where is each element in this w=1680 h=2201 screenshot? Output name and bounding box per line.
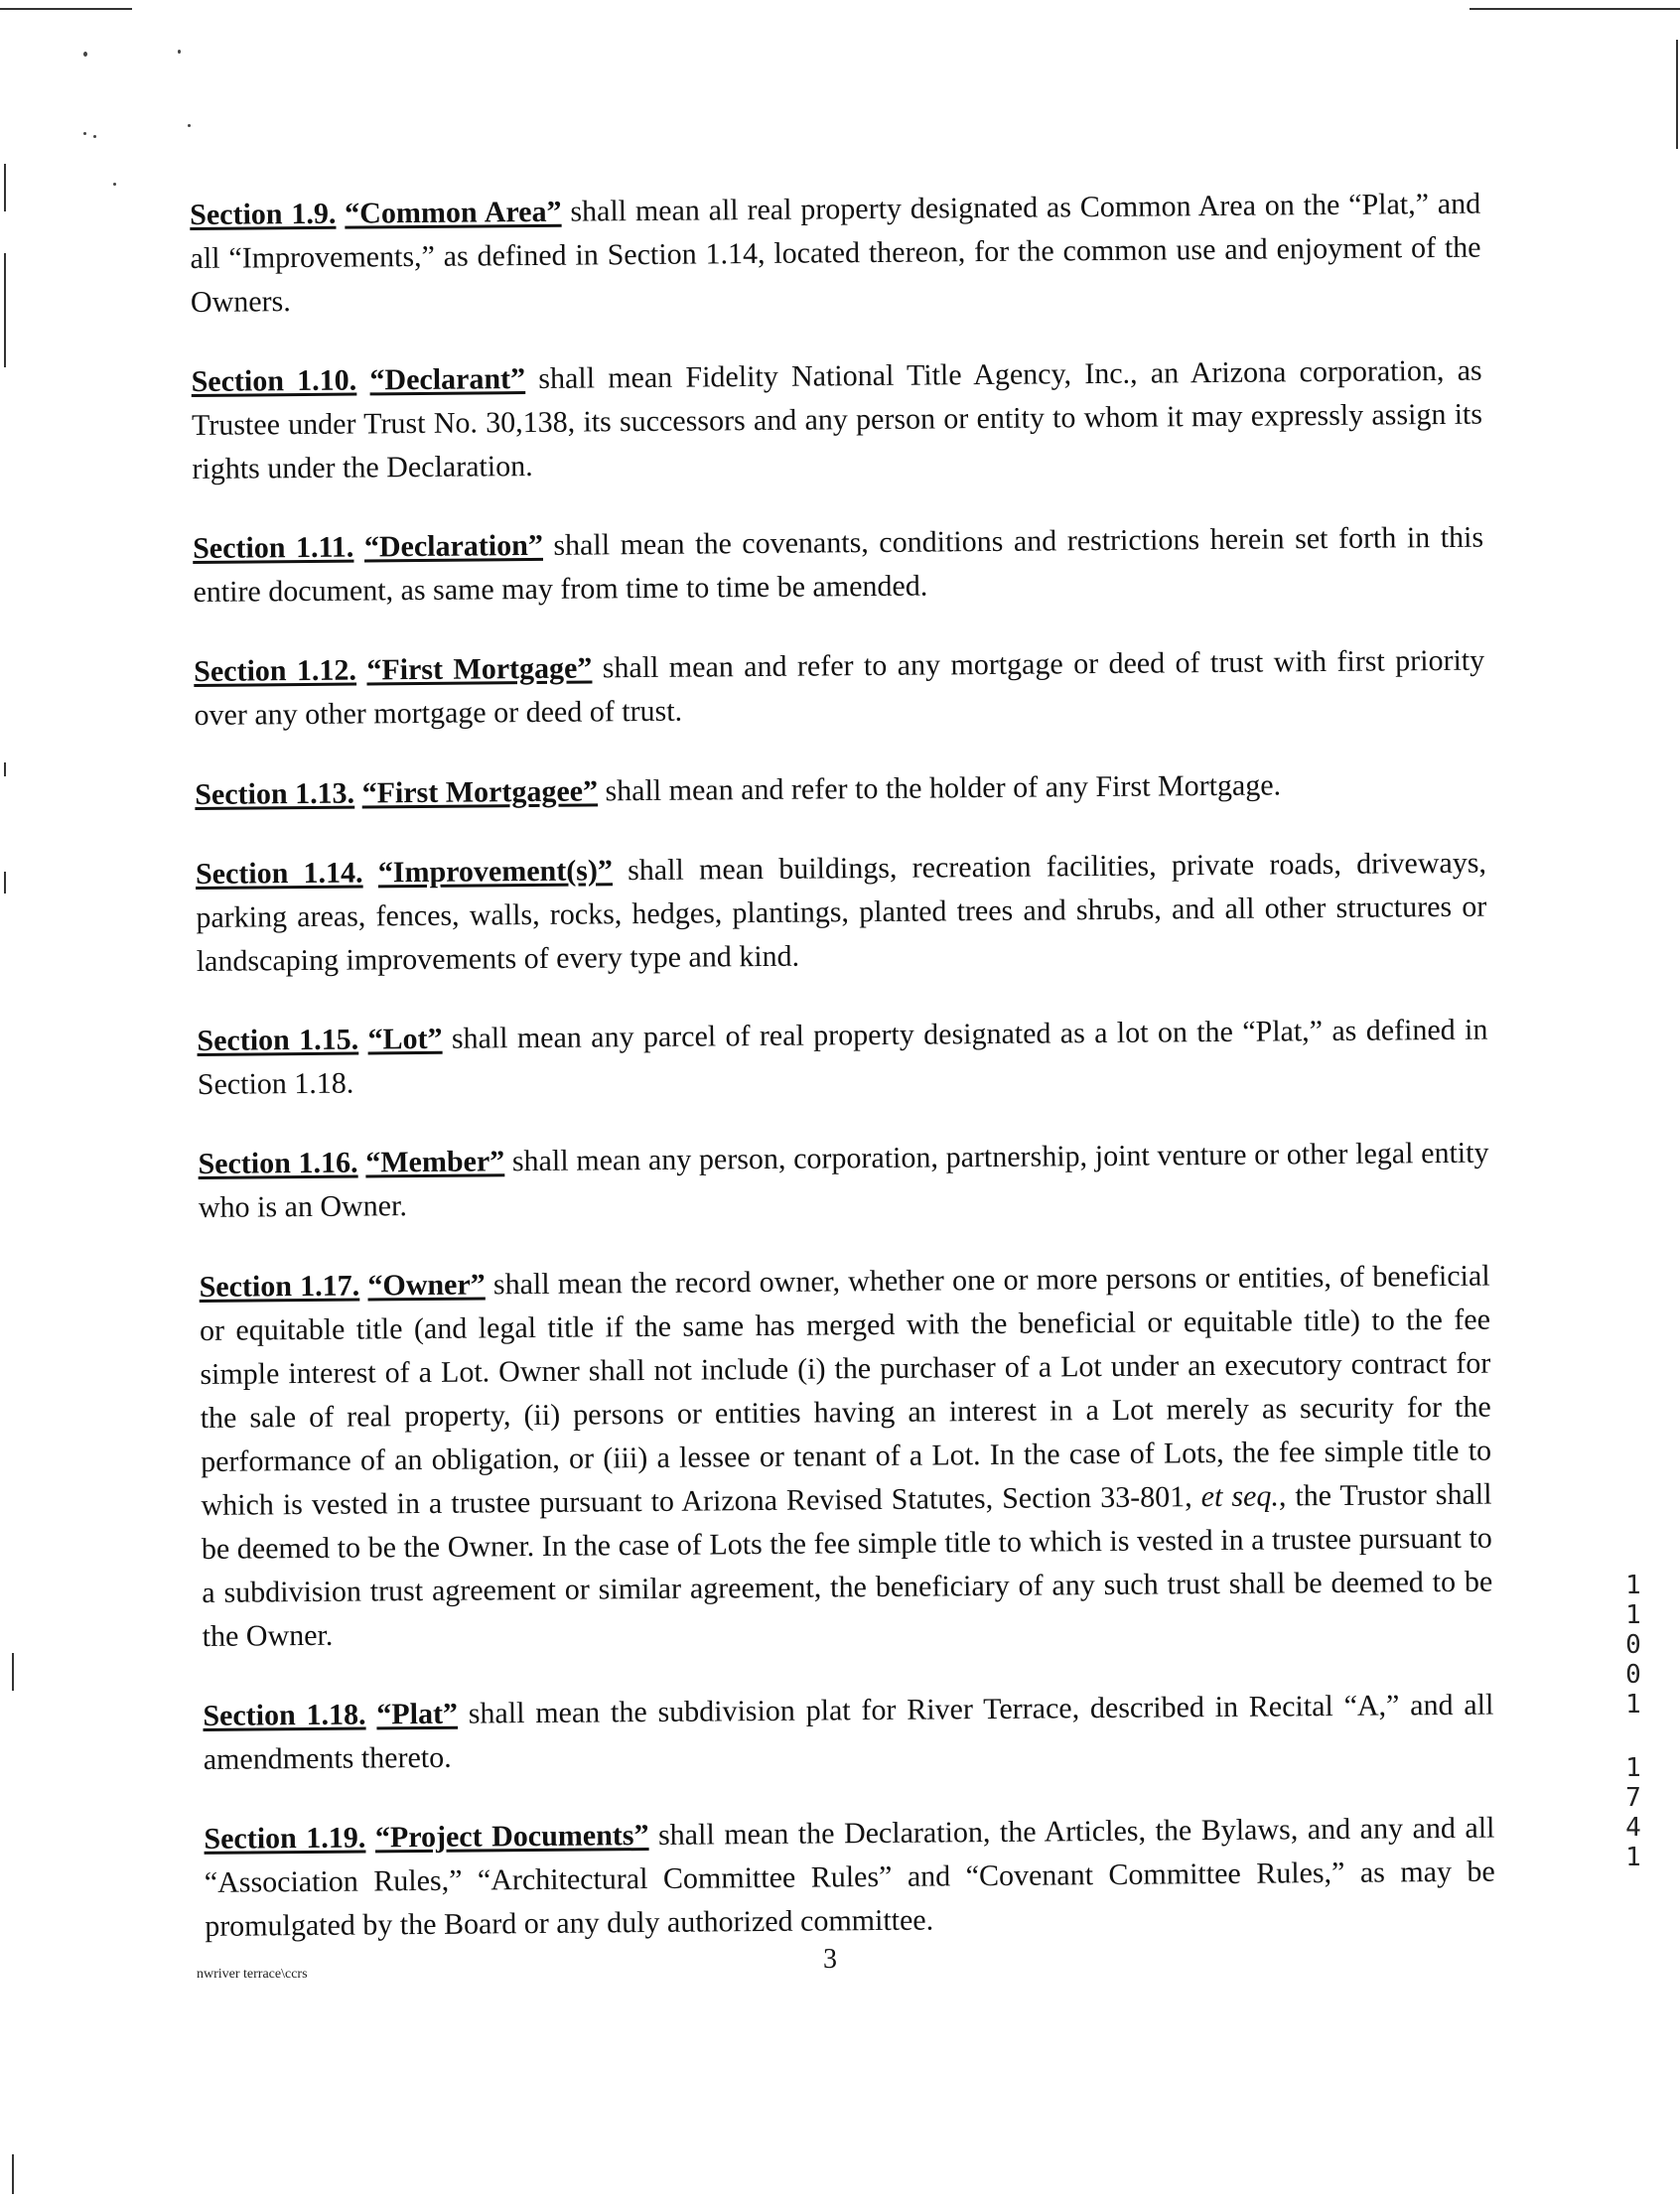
defined-term: “First Mortgage” bbox=[366, 651, 593, 687]
scan-edge-left-1 bbox=[4, 164, 6, 211]
scan-edge-top-right bbox=[1470, 8, 1680, 10]
section-label: Section 1.9. bbox=[190, 197, 337, 231]
section-label: Section 1.13. bbox=[195, 776, 355, 811]
scan-edge-left-6 bbox=[12, 2154, 14, 2194]
defined-term: “Member” bbox=[365, 1145, 505, 1179]
document-body bbox=[190, 183, 1496, 1985]
section-1-9 bbox=[190, 183, 1481, 325]
stamp-digit: 1 bbox=[1625, 1753, 1641, 1783]
stamp-digit: 1 bbox=[1625, 1600, 1641, 1630]
section-text: shall mean any parcel of real property designated as a lot on the “Plat,” as defined in Section 1.18. bbox=[197, 1013, 1488, 1101]
defined-term: “Lot” bbox=[367, 1022, 443, 1056]
scan-edge-right bbox=[1676, 40, 1678, 149]
section-1-15 bbox=[197, 1009, 1488, 1107]
section-text: shall mean Fidelity National Title Agency, Inc., an Arizona corporation, as Trustee under Trust No. 30,138, its successors and any person or entity to whom it may expressly assign its rights under the Declaration. bbox=[191, 353, 1483, 485]
stamp-digit: 1 bbox=[1625, 1843, 1641, 1872]
stamp-digit: 0 bbox=[1625, 1630, 1641, 1660]
section-text: shall mean all real property designated as Common Area on the “Plat,” and all “Improvements,” as defined in Section 1.14, located thereon, for the common use and enjoyment of the Owners. bbox=[190, 187, 1481, 319]
section-text: shall mean the subdivision plat for River Terrace, described in Recital “A,” and all amendments thereto. bbox=[203, 1688, 1494, 1776]
section-1-12 bbox=[194, 639, 1485, 738]
section-label: Section 1.15. bbox=[197, 1023, 359, 1057]
section-text: shall mean and refer to the holder of any First Mortgage. bbox=[597, 768, 1282, 808]
defined-term: “First Mortgagee” bbox=[361, 774, 599, 810]
stamp-digit: 0 bbox=[1625, 1660, 1641, 1690]
italic-latin-term: et seq. bbox=[1200, 1479, 1280, 1514]
recording-number-stamp bbox=[1618, 1571, 1648, 1872]
section-label: Section 1.14. bbox=[195, 856, 363, 891]
scan-speck bbox=[113, 183, 116, 186]
section-1-16 bbox=[198, 1132, 1489, 1230]
stamp-digit: 1 bbox=[1625, 1690, 1641, 1720]
scan-edge-left-5 bbox=[12, 1653, 14, 1691]
section-text: shall mean the record owner, whether one or more persons or entities, of beneficial or equitable title (and legal title if the same has merged with the beneficial or equitable title) to the fee simple interest of a Lot. Owner shall not include (i) the purchaser of a Lot under an executory contract for the sale of real property, (ii) persons or entities having an interest in a Lot merely as security for the performance of an obligation, or (iii) a lessee or tenant of a Lot. In the case of Lots, the fee simple title to which is vested in a trustee pursuant to Arizona Revised Statutes, Section 33-801, bbox=[199, 1259, 1492, 1522]
defined-term: “Declarant” bbox=[369, 362, 526, 397]
section-label: Section 1.11. bbox=[192, 530, 354, 565]
section-text: , the Trustor shall be deemed to be the Owner. In the case of Lots the fee simple title to which is vested in a trustee pursuant to a subdivision trust agreement or similar agreement, the beneficiary of any such trust shall be deemed to be the Owner. bbox=[201, 1477, 1493, 1653]
section-label: Section 1.18. bbox=[203, 1698, 366, 1732]
scan-edge-left-3 bbox=[4, 762, 6, 776]
scan-speck bbox=[93, 135, 96, 138]
scan-edge-top-left bbox=[0, 8, 132, 10]
section-label: Section 1.12. bbox=[194, 653, 357, 688]
stamp-digit: 4 bbox=[1625, 1813, 1641, 1843]
defined-term: “Project Documents” bbox=[374, 1819, 649, 1855]
section-1-13 bbox=[195, 762, 1485, 817]
section-1-18 bbox=[203, 1684, 1494, 1782]
defined-term: “Declaration” bbox=[363, 528, 544, 564]
scan-edge-left-2 bbox=[4, 253, 6, 367]
defined-term: “Owner” bbox=[367, 1268, 486, 1303]
section-text: shall mean the Declaration, the Articles, the Bylaws, and any and all “Association Rules,” “Architectural Committee Rules” and “Covenant Committee Rules,” as may be promulgated by the Board or any duly authorized committee. bbox=[204, 1811, 1495, 1943]
stamp-digit: 1 bbox=[1625, 1571, 1641, 1600]
defined-term: “Improvement(s)” bbox=[377, 854, 614, 890]
section-label: Section 1.16. bbox=[198, 1146, 358, 1180]
section-1-14 bbox=[196, 842, 1487, 984]
section-1-11 bbox=[193, 516, 1484, 615]
scan-speck bbox=[83, 52, 87, 57]
section-text: shall mean the covenants, conditions and restrictions herein set forth in this entire document, as same may from time to time be amended. bbox=[193, 520, 1484, 609]
section-1-19 bbox=[204, 1807, 1495, 1949]
section-label: Section 1.17. bbox=[199, 1269, 360, 1304]
stamp-digit: 7 bbox=[1625, 1783, 1641, 1813]
section-1-17 bbox=[199, 1255, 1492, 1659]
scan-speck bbox=[178, 50, 181, 54]
section-label: Section 1.10. bbox=[191, 363, 357, 398]
scan-speck bbox=[83, 132, 86, 135]
page-number: 3 bbox=[823, 1944, 837, 1975]
footer-file-path: nwriver terrace\ccrs bbox=[197, 1967, 308, 1982]
defined-term: “Plat” bbox=[376, 1697, 459, 1731]
section-text: shall mean any person, corporation, partnership, joint venture or other legal entity who is an Owner. bbox=[198, 1136, 1489, 1224]
section-text: shall mean buildings, recreation facilities, private roads, driveways, parking areas, fences, walls, rocks, hedges, plantings, planted trees and shrubs, and all other structures or landscaping improvements of every type and kind. bbox=[196, 846, 1487, 978]
defined-term: “Common Area” bbox=[345, 195, 562, 230]
section-text: shall mean and refer to any mortgage or deed of trust with first priority over any other mortgage or deed of trust. bbox=[194, 643, 1485, 732]
scan-edge-left-4 bbox=[4, 872, 6, 894]
scan-speck bbox=[188, 124, 191, 127]
section-label: Section 1.19. bbox=[204, 1821, 366, 1856]
section-1-10 bbox=[191, 349, 1482, 491]
